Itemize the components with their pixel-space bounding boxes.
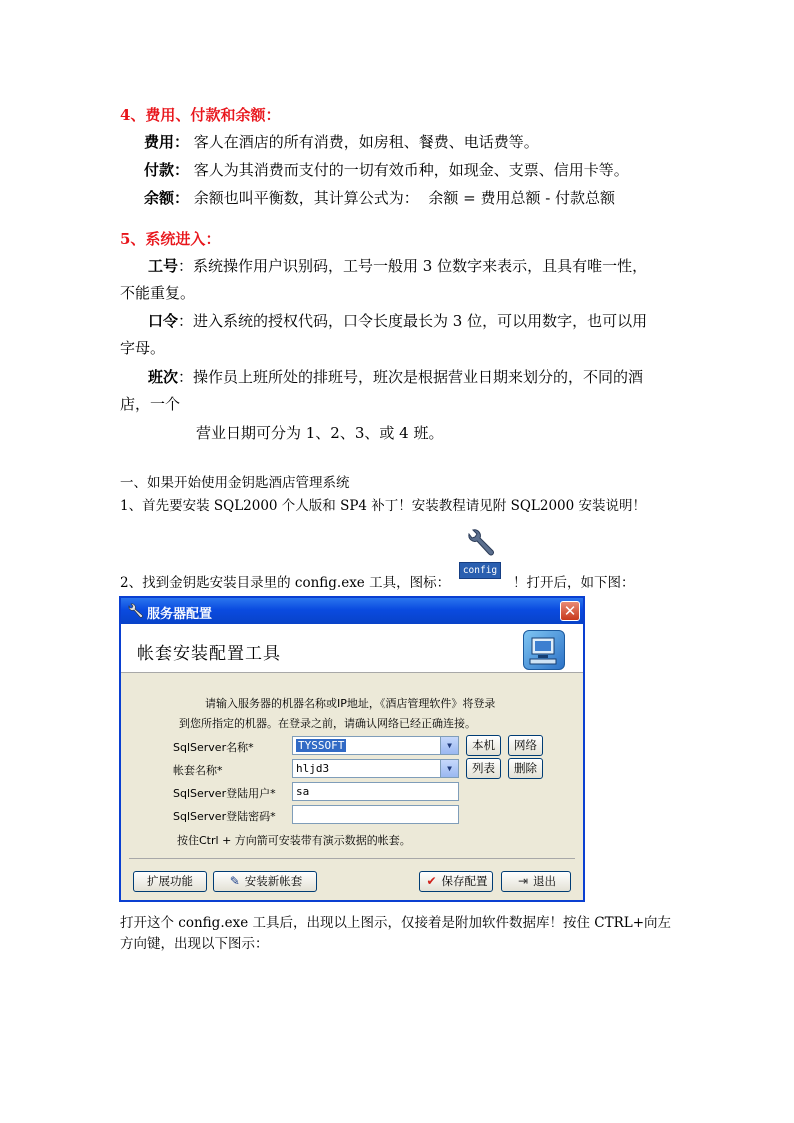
chevron-down-icon[interactable]: ▼ — [440, 760, 458, 777]
computer-icon — [523, 630, 565, 670]
extend-button-label: 扩展功能 — [147, 874, 193, 888]
payment-line — [144, 159, 629, 180]
payment-text: 客人为其消费而支付的一切有效币种，如现金、支票、信用卡等。 — [193, 161, 629, 179]
intro-line2: 1、首先要安装 SQL2000 个人版和 SP4 补丁！安装教程请见附 SQL2000 安装说明！ — [120, 498, 647, 514]
save-config-button[interactable] — [419, 871, 493, 892]
section5-heading: 5、系统进入： — [120, 230, 221, 248]
intro-line3-pre: 2、找到金钥匙安装目录里的 config.exe 工具，图标： — [120, 575, 451, 591]
exit-button[interactable] — [501, 871, 571, 892]
install-button-label: 安装新帐套 — [244, 874, 303, 888]
after-line1: 打开这个 config.exe 工具后，出现以上图示，仅接着是附加软件数据库！按住 CTRL+向左 — [120, 915, 672, 931]
info-line1: 请输入服务器的机器名称或IP地址，《酒店管理软件》将登录 — [205, 697, 496, 710]
intro-line1: 一、如果开始使用金钥匙酒店管理系统 — [120, 475, 350, 491]
title-bar[interactable] — [121, 598, 583, 624]
delete-button[interactable]: 删除 — [508, 758, 543, 779]
divider — [129, 858, 575, 859]
exit-door-icon: ⇥ — [517, 874, 529, 888]
job-line — [148, 255, 647, 276]
hint-text: 按住Ctrl + 方向箭可安装带有演示数据的帐套。 — [177, 834, 411, 847]
after-line2: 方向键，出现以下图示： — [120, 936, 269, 952]
fee-label: 费用： — [144, 133, 190, 151]
password-label: SqlServer登陆密码* — [173, 810, 276, 823]
section4-heading: 4、费用、付款和余额： — [120, 106, 281, 124]
server-label: SqlServer名称* — [173, 741, 254, 754]
password-input[interactable] — [292, 805, 459, 824]
shift-label: 班次 — [148, 368, 179, 386]
server-combobox[interactable] — [292, 736, 459, 755]
exit-button-label: 退出 — [533, 874, 556, 888]
fee-line — [144, 131, 539, 152]
user-input[interactable]: sa — [292, 782, 459, 801]
pwd-label: 口令 — [148, 312, 179, 330]
list-button[interactable]: 列表 — [466, 758, 501, 779]
server-config-window — [119, 596, 585, 902]
payment-label: 付款： — [144, 161, 190, 179]
check-icon: ✔ — [426, 874, 437, 888]
job-label: 工号 — [148, 257, 179, 275]
wrench-icon — [465, 528, 497, 558]
pwd-line — [148, 310, 647, 331]
shift-text: ：操作员上班所处的排班号，班次是根据营业日期来划分的，不同的酒 — [178, 368, 644, 386]
wrench-icon — [127, 603, 143, 619]
install-new-account-button[interactable] — [213, 871, 317, 892]
account-value: hljd3 — [296, 762, 330, 775]
balance-text: 余额也叫平衡数，其计算公式为： 余额 = 费用总额 - 付款总额 — [193, 189, 616, 207]
account-combobox[interactable] — [292, 759, 459, 778]
window-title: 服务器配置 — [147, 607, 213, 622]
balance-label: 余额： — [144, 189, 190, 207]
pwd-text: ：进入系统的授权代码，口令长度最长为 3 位，可以用数字，也可以用 — [178, 312, 648, 330]
server-value: TYSSOFT — [298, 739, 345, 752]
fee-text: 客人在酒店的所有消费，如房租、餐费、电话费等。 — [193, 133, 539, 151]
intro-line3-post: ！打开后，如下图： — [513, 575, 635, 591]
network-button[interactable]: 网络 — [508, 735, 543, 756]
edit-check-icon: ✎ — [229, 874, 240, 888]
shift-text-cont2: 营业日期可分为 1、2、3、或 4 班。 — [196, 424, 444, 442]
pwd-text-cont: 字母。 — [120, 339, 166, 357]
config-icon-label: config — [459, 562, 501, 579]
extend-button[interactable] — [133, 871, 207, 892]
local-button[interactable]: 本机 — [466, 735, 501, 756]
shift-text-cont: 店，一个 — [120, 395, 181, 413]
save-button-label: 保存配置 — [441, 874, 488, 888]
chevron-down-icon[interactable]: ▼ — [440, 737, 458, 754]
job-text-cont: 不能重复。 — [120, 284, 196, 302]
job-text: ：系统操作用户识别码，工号一般用 3 位数字来表示，且具有唯一性， — [178, 257, 648, 275]
close-button[interactable]: ✕ — [560, 601, 580, 621]
balance-line — [144, 187, 615, 208]
dialog-header — [121, 624, 583, 673]
account-label: 帐套名称* — [173, 764, 223, 777]
config-icon — [459, 528, 501, 580]
info-line2: 到您所指定的机器。在登录之前，请确认网络已经正确连接。 — [179, 717, 476, 730]
shift-line — [148, 366, 643, 387]
user-label: SqlServer登陆用户* — [173, 787, 276, 800]
header-title: 帐套安装配置工具 — [137, 644, 281, 664]
